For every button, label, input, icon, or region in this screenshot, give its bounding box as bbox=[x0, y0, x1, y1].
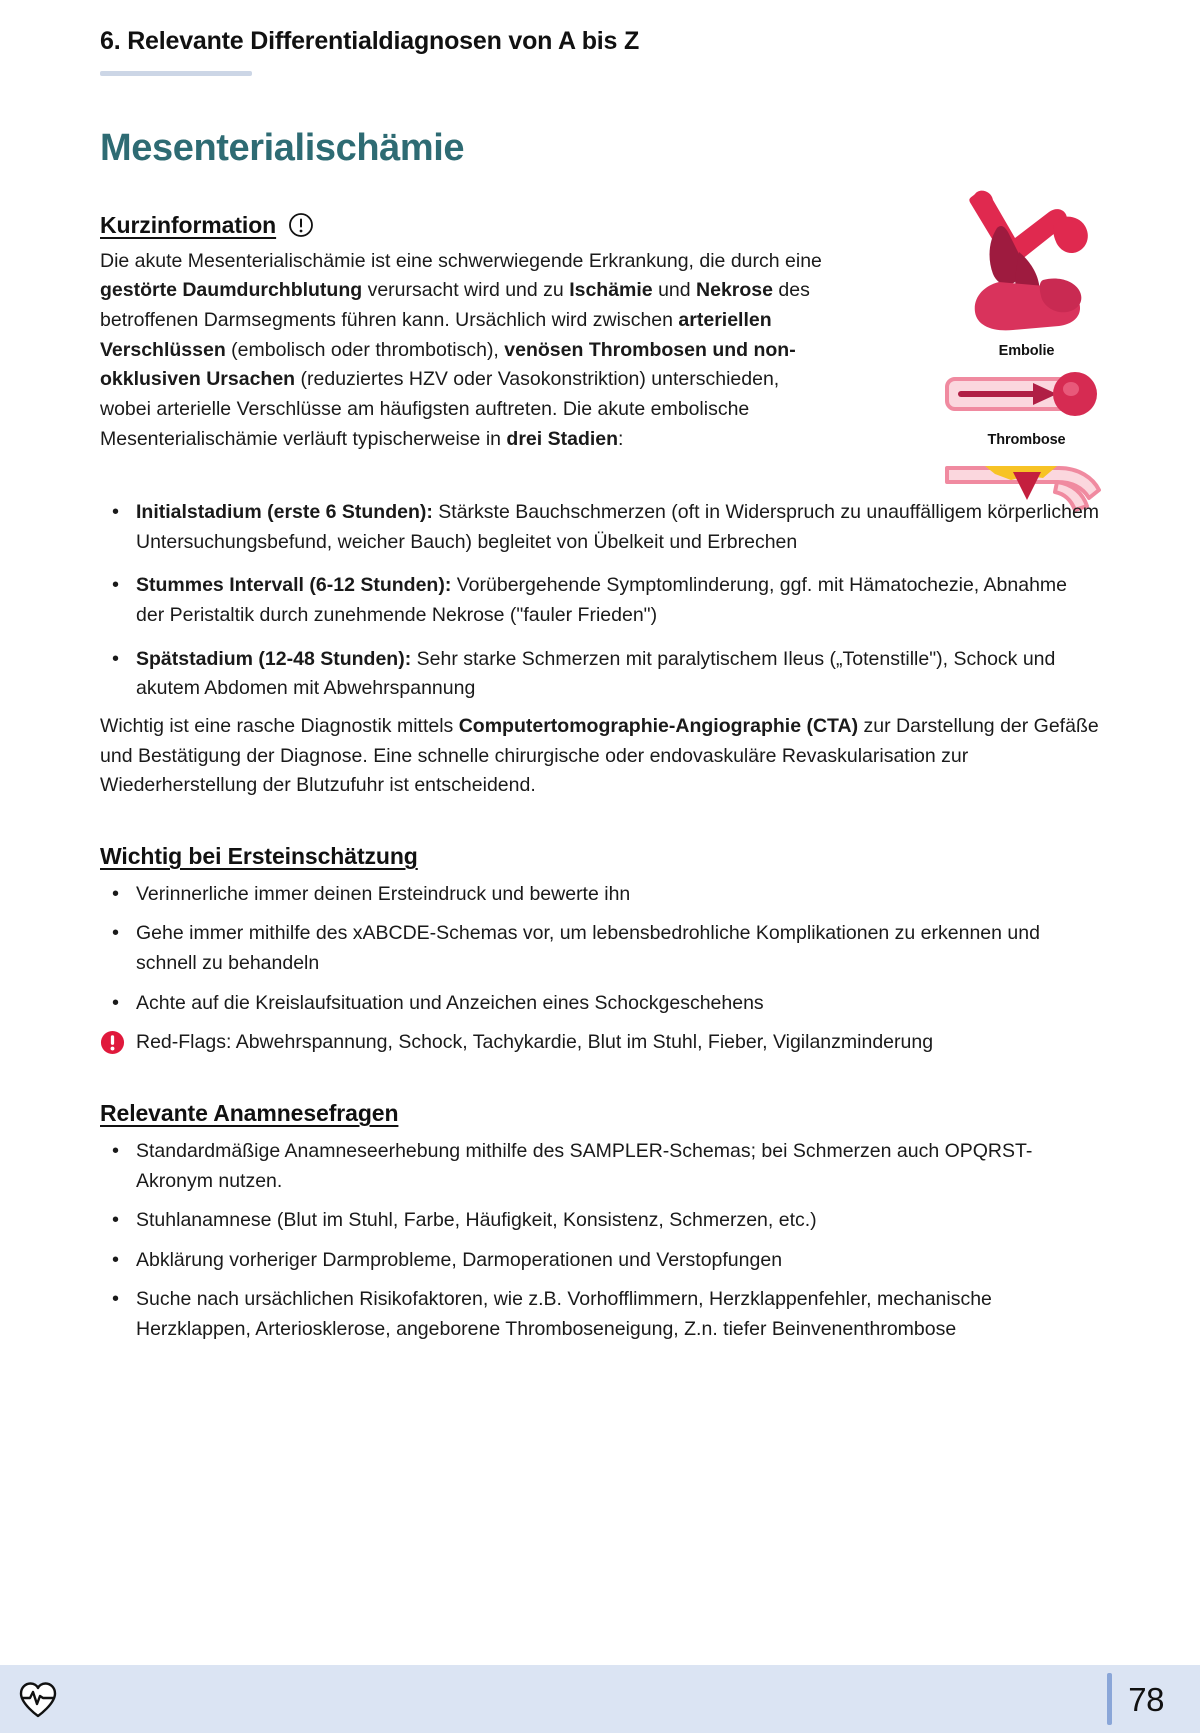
footer-page-indicator bbox=[1107, 1665, 1164, 1733]
kurz-part1: Die akute Mesenterialischämie ist eine schwerwiegende Erkrankung, die durch eine bbox=[100, 249, 822, 272]
kurz-part5: (embolisch oder thrombotisch), bbox=[225, 338, 505, 361]
list-item: • Achte auf die Kreislaufsituation und Anzeichen eines Schockgeschehens bbox=[100, 989, 1100, 1019]
chapter-heading: 6. Relevante Differentialdiagnosen von A bis Z bbox=[100, 27, 640, 55]
list-item bbox=[100, 498, 1100, 557]
kurz-part7: : bbox=[618, 427, 624, 450]
embolie-illustration-block bbox=[939, 186, 1114, 359]
ersteinschaetzung-list bbox=[100, 880, 1100, 1058]
stage-text: Stärkste Bauchschmerzen (oft in Widerspruch zu unauffälligem körperlichem Untersuchungsbefund, weicher Bauch) begleitet von Übelkeit und Erbrechen bbox=[136, 501, 1100, 553]
anamnesefragen-heading: Relevante Anamnesefragen bbox=[100, 1099, 399, 1126]
stage-text: Vorübergehende Symptomlinderung, ggf. mit Hämatochezie, Abnahme der Peristaltik durch zunehmende Nekrose ("fauler Frieden") bbox=[136, 574, 1068, 627]
page-number: 78 bbox=[1128, 1680, 1164, 1718]
closing-bold1: Computertomographie-Angiographie (CTA) bbox=[458, 714, 859, 737]
footer-divider bbox=[1107, 1673, 1112, 1725]
list-item bbox=[100, 571, 1100, 630]
kurz-part6: (reduziertes HZV oder Vasokonstriktion) unterschieden, wobei arterielle Verschlüsse am häufigsten auftreten. Die akute embolische Mesenterialischämie verläuft typischerweise in bbox=[100, 368, 780, 450]
embolie-vessel-icon bbox=[939, 186, 1114, 336]
kurz-part2: verursacht wird und zu bbox=[362, 279, 570, 302]
stage-label: Initialstadium (erste 6 Stunden): bbox=[136, 501, 433, 524]
kurz-bold4: arteriellen Verschlüssen bbox=[100, 309, 772, 361]
anamnesefragen-heading-row bbox=[100, 1100, 1100, 1127]
stage-label: Stummes Intervall (6-12 Stunden): bbox=[136, 574, 452, 597]
thrombose-label: Thrombose bbox=[987, 432, 1066, 448]
red-flag-warning-icon bbox=[100, 1030, 125, 1055]
chapter-heading-rule bbox=[100, 71, 252, 76]
closing-part2: zur Darstellung der Gefäße und Bestätigung der Diagnose. Eine schnelle chirurgische oder endovaskuläre Revaskularisation zur Wiederherstellung der Blutzufuhr ist entscheidend. bbox=[100, 714, 1099, 797]
kurz-bold5: venösen Thrombosen und non-okklusiven Ursachen bbox=[100, 338, 796, 391]
list-item: • Standardmäßige Anamneseerhebung mithilfe des SAMPLER-Schemas; bei Schmerzen auch OPQRST-Akronym nutzen. bbox=[100, 1137, 1100, 1196]
list-item: • Gehe immer mithilfe des xABCDE-Schemas vor, um lebensbedrohliche Komplikationen zu erkennen und schnell zu behandeln bbox=[100, 919, 1100, 978]
kurzinformation-paragraph bbox=[100, 247, 825, 454]
list-item bbox=[100, 645, 1100, 704]
kurz-bold1: gestörte Daumdurchblutung bbox=[100, 279, 363, 302]
kurz-part4: des betroffenen Darmsegments führen kann. Ursächlich wird zwischen bbox=[100, 279, 810, 332]
thrombose-illustration-block bbox=[939, 363, 1114, 448]
kurz-bold2: Ischämie bbox=[569, 279, 653, 302]
stage-text: Sehr starke Schmerzen mit paralytischem Ileus („Totenstille"), Schock und akutem Abdomen mit Abwehrspannung bbox=[136, 647, 1056, 700]
anamnesefragen-list bbox=[100, 1137, 1100, 1345]
thrombose-vessel-icon bbox=[939, 363, 1114, 425]
kurz-bold3: Nekrose bbox=[696, 279, 773, 302]
list-item: • Stuhlanamnese (Blut im Stuhl, Farbe, Häufigkeit, Konsistenz, Schmerzen, etc.) bbox=[100, 1206, 1100, 1236]
kurz-bold6: drei Stadien bbox=[506, 427, 619, 450]
red-flags-item bbox=[100, 1028, 1100, 1058]
ersteinschaetzung-heading-row bbox=[100, 843, 1100, 870]
stage-label: Spätstadium (12-48 Stunden): bbox=[136, 647, 412, 670]
list-item: • Verinnerliche immer deinen Ersteindruck und bewerte ihn bbox=[100, 880, 1100, 910]
stages-list bbox=[100, 498, 1100, 704]
embolie-label: Embolie bbox=[998, 343, 1055, 359]
kurz-part3: und bbox=[652, 279, 697, 302]
page-title: Mesenterialischämie bbox=[100, 127, 465, 169]
list-item: • Suche nach ursächlichen Risikofaktoren, wie z.B. Vorhofflimmern, Herzklappenfehler, mechanische Herzklappen, Arteriosklerose, angeborene Thromboseneigung, Z.n. tiefer Beinvenenthrombose bbox=[100, 1285, 1100, 1344]
exclamation-circle-icon bbox=[288, 212, 314, 238]
kurzinformation-heading: Kurzinformation bbox=[100, 211, 277, 238]
closing-part1: Wichtig ist eine rasche Diagnostik mittels bbox=[100, 714, 459, 737]
list-item: • Abklärung vorheriger Darmprobleme, Darmoperationen und Verstopfungen bbox=[100, 1246, 1100, 1276]
heart-pulse-icon bbox=[16, 1677, 60, 1721]
kurzinformation-closing-paragraph bbox=[100, 712, 1100, 801]
mesenteric-ischemia-illustration bbox=[939, 186, 1114, 519]
ersteinschaetzung-heading: Wichtig bei Ersteinschätzung bbox=[100, 842, 418, 869]
red-flags-text: Red-Flags: Abwehrspannung, Schock, Tachykardie, Blut im Stuhl, Fieber, Vigilanzminderung bbox=[136, 1031, 934, 1054]
page-footer bbox=[0, 1665, 1200, 1733]
